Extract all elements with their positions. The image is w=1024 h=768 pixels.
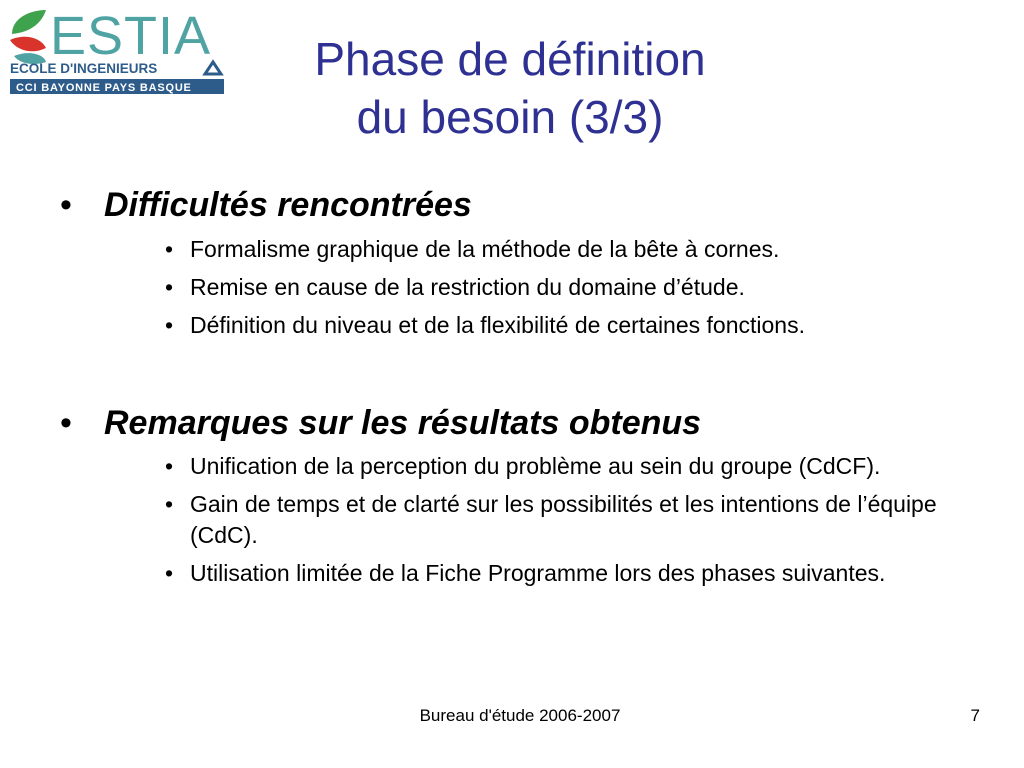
slide-title [240, 30, 780, 146]
list-item: • Formalisme graphique de la méthode de la bête à cornes. [165, 234, 965, 265]
slide: ESTIA ECOLE D'INGENIEURS CCI BAYONNE PAYS BASQUE Phase de définition du besoin (3/3) • Difficultés rencontrées • Formalisme graphique de la méthode de la bête à cornes. • Remise en cause de la restriction du domaine d’étude. • Définition du niveau et de la flexibilité de certaines fonctions. • Remarques sur les résultats obtenus • Unification de la perception du problème au sein du groupe (CdCF). • Gain de temps et de clarté sur les possibilités et les intentions de l’équipe (CdC). • Utilisation limitée de la Fiche Programme lors des phases suivantes. Bureau d'étude 2006-2007 7 [0, 0, 1024, 768]
bullet-icon: • [165, 491, 174, 517]
remarks-list [165, 451, 965, 596]
estia-logo [6, 4, 228, 96]
bullet-icon: • [165, 274, 174, 300]
list-item: • Utilisation limitée de la Fiche Programme lors des phases suivantes. [165, 558, 965, 589]
list-item: • Unification de la perception du problème au sein du groupe (CdCF). [165, 451, 965, 482]
footer-label: Bureau d'étude 2006-2007 [419, 706, 621, 725]
bullet-icon: • [165, 560, 174, 586]
list-item: • Remise en cause de la restriction du domaine d’étude. [165, 272, 965, 303]
list-item: • Définition du niveau et de la flexibilité de certaines fonctions. [165, 310, 965, 341]
title-line-2: du besoin (3/3) [356, 91, 664, 143]
logo-wordmark: ESTIA [50, 6, 212, 66]
bullet-icon: • [165, 453, 174, 479]
estia-logo-graphic [6, 4, 228, 96]
bullet-icon: • [165, 312, 174, 338]
bullet-icon: • [165, 236, 174, 262]
page-number: 7 [970, 706, 980, 725]
logo-line-1: ECOLE D'INGENIEURS [10, 61, 158, 76]
difficulties-list [165, 234, 965, 348]
logo-line-2: CCI BAYONNE PAYS BASQUE [16, 82, 192, 94]
list-item: • Gain de temps et de clarté sur les possibilités et les intentions de l’équipe (CdC). [165, 491, 937, 548]
bullet-icon: • [60, 404, 72, 442]
title-line-1: Phase de définition [314, 33, 706, 85]
bullet-icon: • [60, 186, 72, 224]
